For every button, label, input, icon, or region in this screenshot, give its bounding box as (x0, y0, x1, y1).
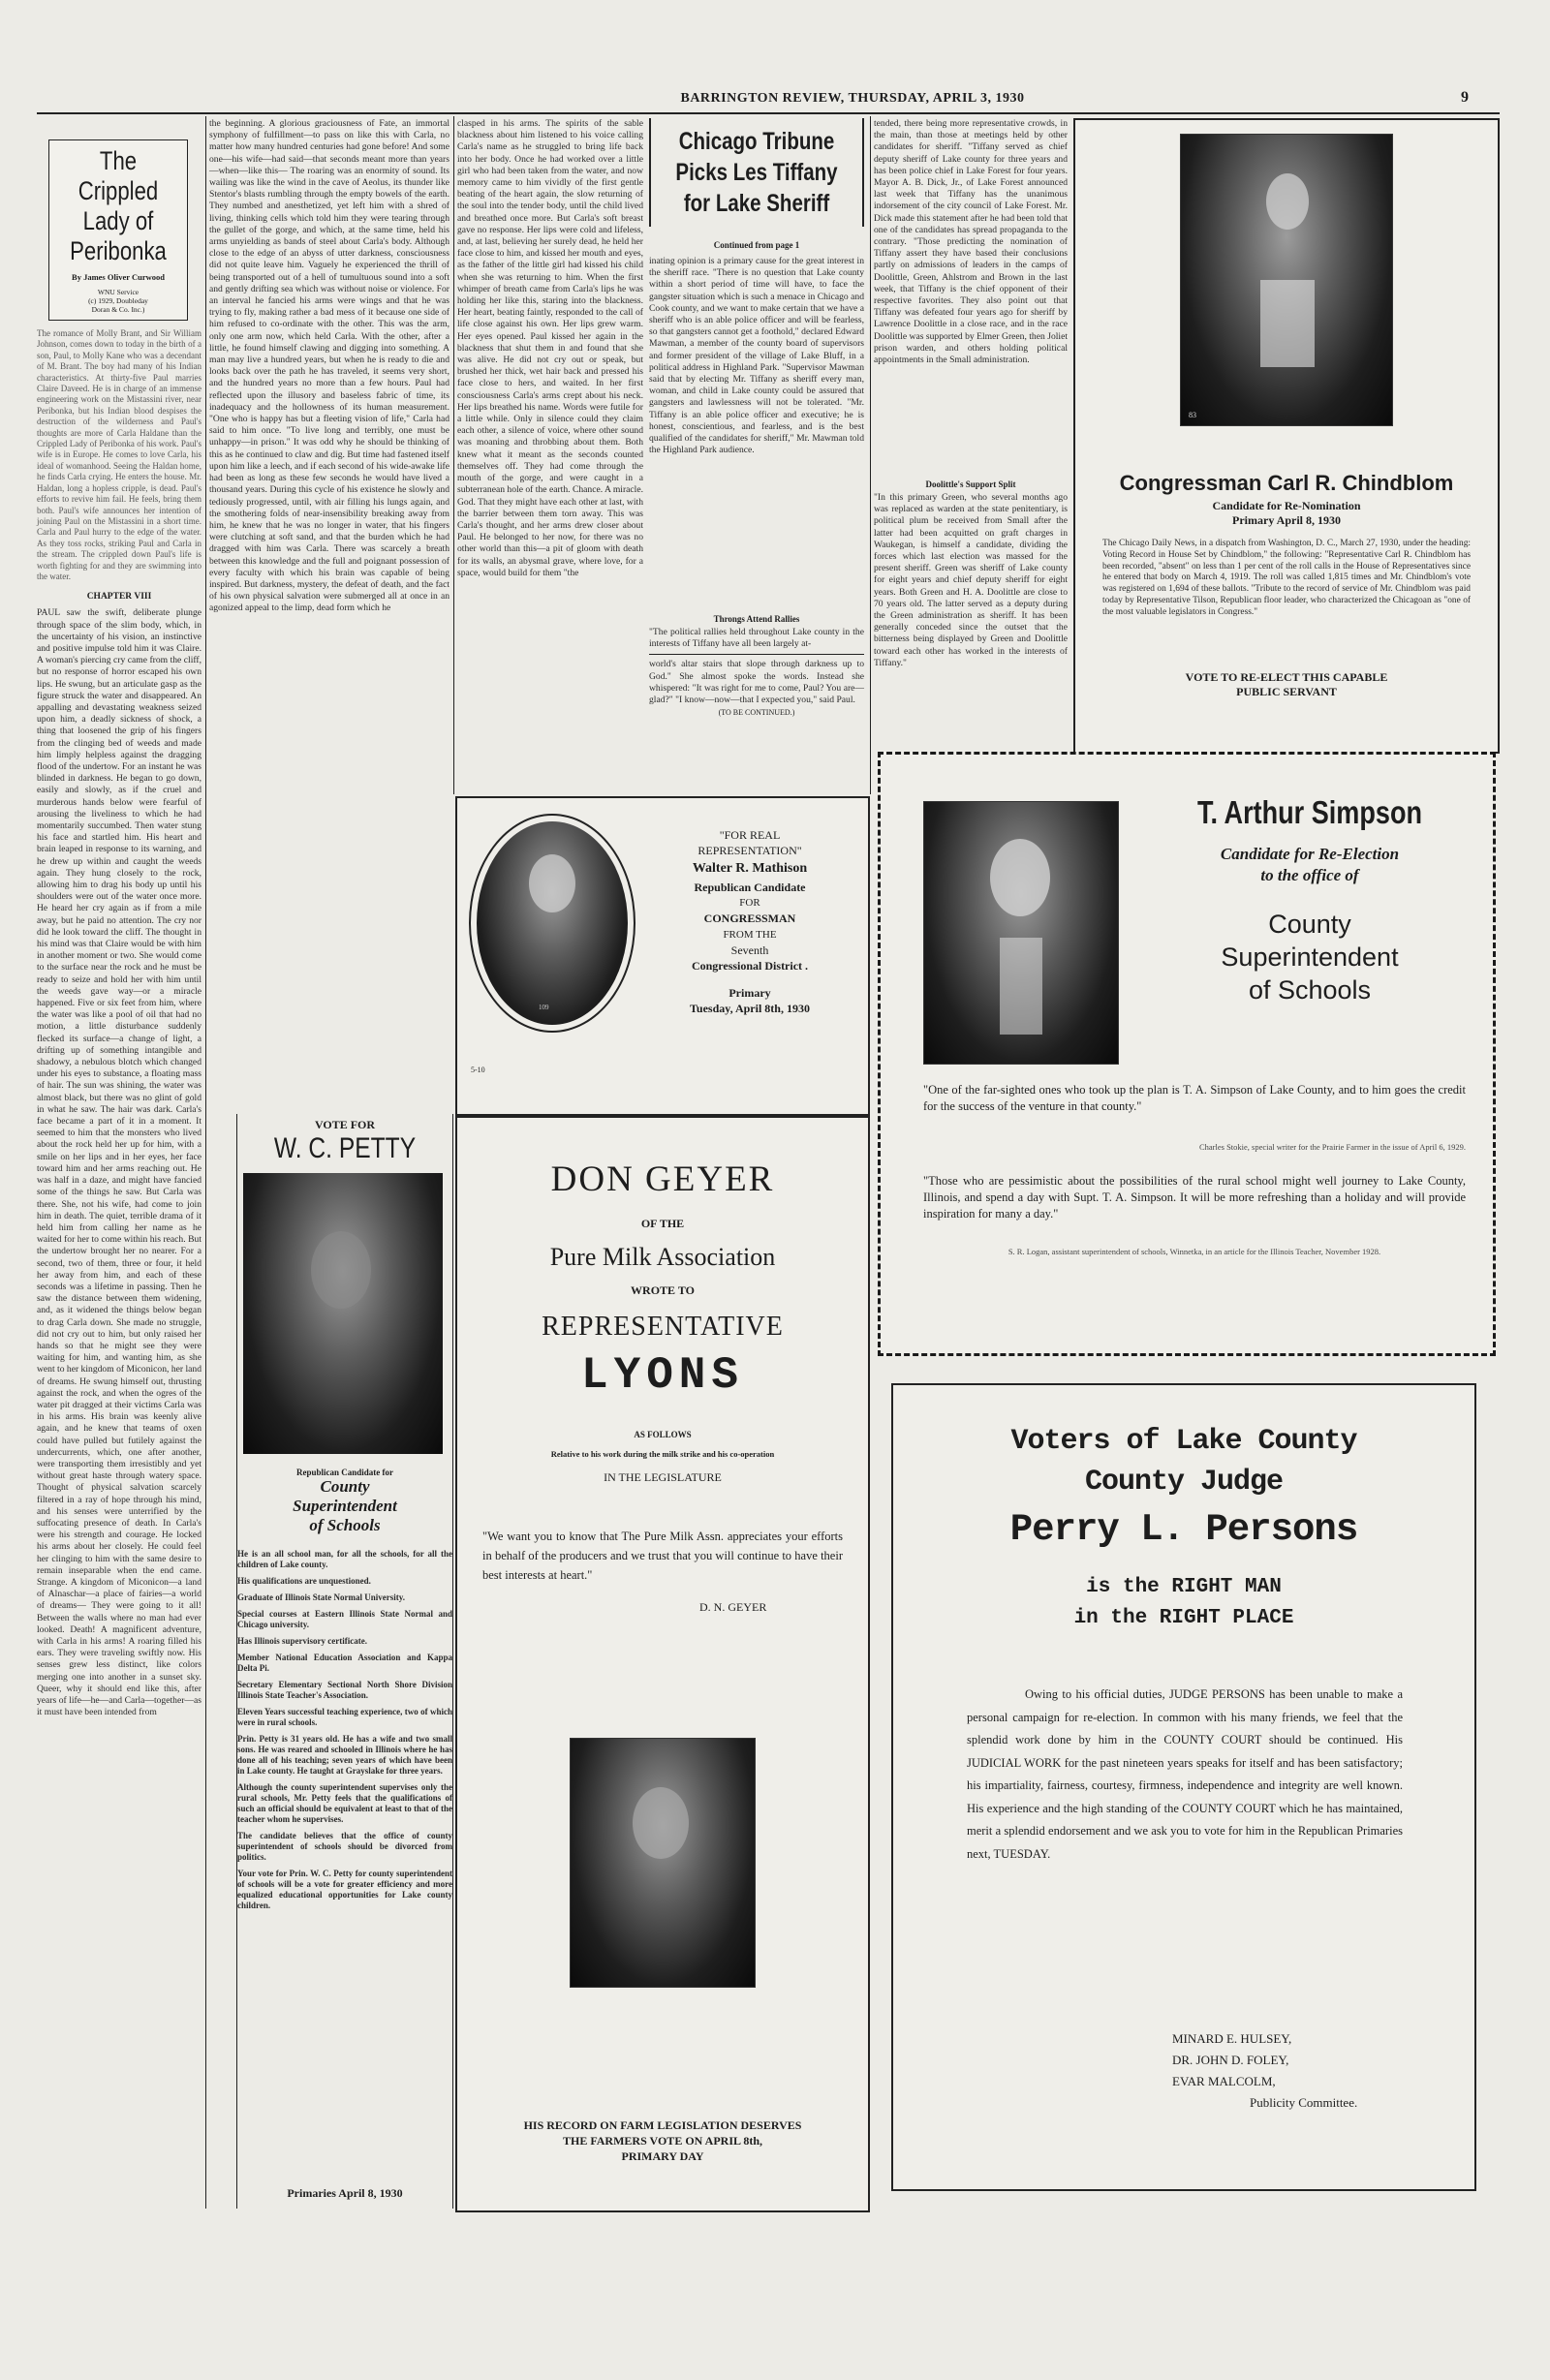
persons-heading (893, 1422, 1474, 1633)
petty-item-9: Prin. Petty is 31 years old. He has a wife and two small sons. He was reared and schooled in Illinois where he has done all of his teaching; seven years of which have been in Lake county. He taught at Grayslake for three years. (237, 1734, 452, 1776)
serial-byline: By James Oliver Curwood (72, 272, 165, 282)
tribune-text-2: "The political rallies held throughout Lake county in the interests of Tiffany have all been largely at- (649, 627, 864, 650)
mathison-line1: "FOR REAL (719, 828, 781, 842)
persons-text: Owing to his official duties, JUDGE PERSONS has been unable to make a personal campaign for re-election. In common with his many friends, we feel that the splendid work done by him in the COUNTY COURT should be continued. His JUDICIAL WORK for the past nineteen years speaks for itself and has been satisfactory; his impartiality, fairness, courtesy, firmness, independence and integrity are well known. His experience and the high standing of the COUNTY COURT which he has maintained, merit a splendid endorsement and we ask you to vote for him in the Republican Primaries next, TUESDAY. (967, 1687, 1403, 1861)
persons-line3: Perry L. Persons (1009, 1508, 1358, 1551)
persons-sig3: EVAR MALCOLM, (1172, 2074, 1276, 2088)
serial-col3-text: clasped in his arms. The spirits of the sable blackness about him listened to his voice calling Carla's name as he struggled to bring life back into her body. Once he had worked over a little girl who had been taken from the water, and now memory came to him vividly of the first gentle beating of the heart again, the slow returning of the soul into the tender body, until the child lived and breathed once more. But Carla's soft breast gave no response. Her lips were cold and lifeless, and, at last, believing her surely dead, he held her face close to him, and kissed her mouth and eyes, as the father of the little girl had kissed his child when she was returning to him. When the first whimper of breath came from Carla's lips he was holding her like this, staring into the blackness. Her heart, beating faintly, responded to the call of life close against his own. Her lips grew warm. Her eyes opened. Paul kissed her again in the blackness that shut them in and found that she was alive. He did not cry out or speak, but brushed her thick, wet hair back and pressed his face close to hers, and waited. In her first consciousness Carla's arms crept about his neck. Her lips breathed his name. Words were futile for a little while. Only in silence could they claim each other, a silence of voice, where other sound was moaning and throbbing about them. Both knew what it meant as the seconds counted themselves off. They had come through the mouth of the gorge, and were caught in a subterranean hole of the earth. Chance. A miracle. God. That they might have each other at last, with the barrier between them torn away. This was Carla's thought, and her arms drew closer about Paul. He belonged to her now, for there was no other world than this—a pit of gloom with death for its walls, an abysmal grave, where love, for a space, would build for them "the (457, 118, 643, 578)
chindblom-ad (1073, 118, 1500, 754)
serial-credit: WNU Service (c) 1929, Doubleday Doran & Co. Inc.) (88, 288, 148, 314)
chindblom-photo-tag: 83 (1189, 411, 1196, 419)
mathison-line10: Primary (728, 986, 771, 1000)
persons-signatures (1172, 2028, 1357, 2114)
geyer-signature: D. N. GEYER (699, 1600, 767, 1614)
petty-subtitle (237, 1468, 452, 1535)
mathison-line7: FROM THE (723, 929, 777, 941)
mathison-line4: Republican Candidate (694, 881, 806, 894)
mathison-photo (477, 821, 628, 1025)
mathison-ad (455, 796, 870, 1116)
petty-left-rule (236, 1114, 237, 2209)
geyer-of-the: OF THE (640, 1217, 685, 1230)
chindblom-photo-face (1266, 173, 1309, 230)
petty-right-rule (452, 1114, 453, 2209)
persons-line5: in the RIGHT PLACE (1073, 1607, 1294, 1629)
geyer-footer-line2: THE FARMERS VOTE ON APRIL 8th, (562, 2134, 762, 2148)
geyer-relative: Relative to his work during the milk strike and his co-operation (550, 1449, 775, 1459)
persons-sig1: MINARD E. HULSEY, (1172, 2031, 1292, 2046)
chindblom-vote (1075, 670, 1498, 699)
petty-item-1: He is an all school man, for all the schools, for all the children of Lake county. (237, 1549, 452, 1569)
geyer-as-follows: AS FOLLOWS (634, 1430, 692, 1439)
chindblom-vote-line1: VOTE TO RE-ELECT THIS CAPABLE (1185, 670, 1388, 684)
petty-item-7: Secretary Elementary Sectional North Shore Division Illinois State Teacher's Association. (237, 1680, 452, 1700)
serial-chapter-heading: CHAPTER VIII (86, 592, 152, 603)
petty-item-8: Eleven Years successful teaching experience, two of which were in rural schools. (237, 1707, 452, 1727)
simpson-office3: of Schools (1248, 975, 1372, 1005)
simpson-office2: Superintendent (1221, 943, 1399, 972)
simpson-ad (878, 752, 1496, 1356)
mathison-photo-tag: 109 (539, 1004, 549, 1011)
mathison-line6: CONGRESSMAN (703, 912, 796, 925)
petty-qualifications (237, 1549, 452, 1911)
chindblom-vote-line2: PUBLIC SERVANT (1236, 685, 1337, 698)
petty-footer: Primaries April 8, 1930 (287, 2186, 403, 2200)
simpson-photo-face (990, 839, 1050, 916)
mathison-line11: Tuesday, April 8th, 1930 (690, 1002, 810, 1015)
geyer-footer-line3: PRIMARY DAY (621, 2149, 704, 2163)
mathison-line9: Congressional District . (691, 959, 809, 973)
masthead: BARRINGTON REVIEW, THURSDAY, APRIL 3, 1930 (680, 91, 1025, 106)
chindblom-photo (1180, 134, 1393, 426)
serial-story-column (37, 118, 202, 2380)
tribune-headline-line1: Chicago Tribune (678, 128, 835, 155)
serial-title (67, 146, 170, 266)
tribune-continued: Continued from page 1 (713, 240, 800, 250)
mathison-line8: Seventh (730, 943, 769, 957)
geyer-name: DON GEYER (550, 1159, 775, 1199)
simpson-attr1: Charles Stokie, special writer for the Prairie Farmer in the issue of April 6, 1929. (1198, 1142, 1466, 1152)
chindblom-name: Congressman Carl R. Chindblom (1119, 471, 1454, 495)
petty-item-10: Although the county superintendent supervises only the rural schools, Mr. Petty feels that the qualifications of such an official should be equivalent at least to that of the teacher whom he supervises. (237, 1782, 452, 1824)
serial-col1-text: PAUL saw the swift, deliberate plunge through space of the slim body, which, in the uncertainty of his vision, an instinctive and positive impulse told him it was Claire. A woman's piercing cry came from the cliff, but no response of horror escaped his own lips. He swung, but an articulate gasp as the figure struck the water and disappeared. An appalling and devastating weakness seized upon him, a deadly sickness of shock, a thing that loosened the grip of his fingers from the clinging bed of weeds and made him limply helpless against the dragging flood of the undertow. For an instant he was blinded in darkness. He began to go down, easily and slowly, as if the cruel and murderous hands below were fearful of arousing the liveliness to which he had momentarily succumbed. Then water stung his face and startled him. His heart and brain leaped in response to its warning, and he drew up within and caught the weeds again. They hung closely to the rock, allowing him to drag his body up until his shoulders were out of the water once more. He heard her cry again as if from a mile away, but he paid no attention. The cry nor did he look toward the cliff. The thought in his mind was that Claire would be with him in another moment or two. She would come to the surface near the rock and he must be ready to seize and hold her with him until the weeds gave way—or a miracle happened. Five or six feet from him, where the water was like a pool of oil that had no motion, a little disturbance suddenly flecked its surface—a change of light, a drifting up of something intangible and shadowy, a nebulous blotch which changed under his eyes to substance, a floating mass of hair. The sun was shining, the water was almost black, but there was no glint of gold in what he saw. The hair was dark. Carla's face became a part of it in a moment. It seemed to him that the monsters who lived about the rock held her up for him, with a smile on her lips and in her eyes, her face toward him and her arms reaching out. He was half in a daze, and might have fancied some of the things he saw. But Carla was there. She, not his wife, had come to join him in death. The quiet, terrible drama of it held him from calling her name as he waited for her to come within his reach. But the undertow brought her no nearer. For a second, two of them, three or four, it held her away from him, and each of these seconds was a lifetime in passing. Then he saw the distance between them widening, and, as it widened the things below began to drag Carla down. She made no struggle, did not cry out to him, but only raised her hands so that he might see they were waiting for him, and wanting him, as she went to her kingdom of Miconicon, her land of dreams. He swung himself out, thrusting against the rock, and when the ogres of the water pit dragged at their victims Carla was in his arms. His brain was keenly alive again, and he knew that teams of oxen could have pulled but futilely against the undercurrents, which, one after another, were transporting them irresistibly and yet without great haste through watery space. Thought of physical salvation scarcely filtered in a ray of hope through his mind, and his senses were unterrified by the suffocating presence of death. In Carla's were his strength and courage. He locked his arms about her closely. He could feel her clinging to him with the same desire to remain inseparable when the end came. Strange. A kingdom of Miconicon—a land of Alnaschar—a place of fairies—a world of dreams— They were going to it all! Between the walls where no man had ever looked. Death! A magnificent adventure, with Carla in his arms! A roaring filled his ears. They were traveling swiftly now. His senses grew less distinct, like colors merging one into another in a sunset sky. Queer, why it should end like this, after years of life—he—and Carla—together—as it must have been intended from (37, 607, 202, 1718)
petty-photo (243, 1173, 443, 1454)
petty-sub4: of Schools (309, 1516, 381, 1534)
petty-item-11: The candidate believes that the office of county superintendent of schools should be divorced from politics. (237, 1831, 452, 1862)
simpson-name: T. Arthur Simpson (1196, 794, 1423, 830)
tribune-headline (675, 126, 839, 219)
tribune-divider (649, 654, 864, 655)
serial-title-line3: Peribonka (70, 236, 167, 265)
geyer-heading (457, 1159, 868, 1485)
mathison-photo-face (529, 854, 575, 912)
geyer-photo-face (633, 1787, 689, 1859)
geyer-org: Pure Milk Association (549, 1243, 776, 1271)
mathison-line5: FOR (739, 897, 760, 909)
chindblom-sub2: Primary April 8, 1930 (1232, 513, 1341, 527)
serial-title-box (48, 139, 188, 321)
geyer-representative: REPRESENTATIVE (542, 1312, 784, 1342)
simpson-heading (1131, 793, 1489, 1006)
petty-vote-for: VOTE FOR (314, 1118, 376, 1131)
page-number: 9 (1461, 89, 1469, 106)
tribune-col4 (874, 118, 1068, 783)
tribune-subhead-rallies: Throngs Attend Rallies (713, 614, 800, 624)
petty-photo-face (311, 1231, 371, 1309)
simpson-photo-shirt (1000, 938, 1042, 1035)
geyer-lyons: LYONS (580, 1350, 745, 1401)
serial-synopsis: The romance of Molly Brant, and Sir William Johnson, comes down to today in the birth of a son, Paul, to Molly Kane who was a decendant of M. Brant. The boy had many of his Indian characteristics. At thirty-five Paul marries Claire Daveed. He is in charge of an immense engineering work on the Mistassini river, near Peribonka, but his Indian blood despises the destruction of the wilderness and Paul's thoughts are more of Carla Haldane than the Crippled Lady of Peribonka of his work. Paul's wife is in Europe. He comes to love Carla, his ideal of womanhood. Seeing the Haldan home, he finds Carla crying. He enters the house. Mr. Haldan, long a hopless cripple, is dead. Paul's efforts to revive him fail. He feels, bring them both. Paul's wife announces her intention of joining Paul on the Mistassini in a short time. Carla and Paul hurry to the edge of the water. As they toss rocks, striking Paul and Carla in the stream. The crippled down Paul's life is worth fighting for and they are swimming into the water. (37, 328, 202, 581)
petty-sub2: County (320, 1477, 370, 1496)
geyer-footer-line1: HIS RECORD ON FARM LEGISLATION DESERVES (523, 2118, 802, 2132)
petty-item-2: His qualifications are unquestioned. (237, 1576, 371, 1586)
petty-item-6: Member National Education Association and Kappa Delta Pi. (237, 1653, 452, 1673)
simpson-sub2: to the office of (1260, 866, 1359, 884)
mathison-name: Walter R. Mathison (692, 861, 808, 876)
petty-name: W. C. PETTY (273, 1132, 417, 1164)
petty-sub1: Republican Candidate for (295, 1468, 393, 1477)
simpson-quote1: "One of the far-sighted ones who took up the plan is T. A. Simpson of Lake County, and to him goes the credit for the success of the venture in that county." (923, 1083, 1466, 1113)
petty-item-12: Your vote for Prin. W. C. Petty for county superintendent of schools will be a vote for greater efficiency and more equalized educational opportunities for Lake county children. (237, 1869, 452, 1910)
persons-line4: is the RIGHT MAN (1086, 1576, 1282, 1598)
serial-to-be-continued: (TO BE CONTINUED.) (718, 708, 795, 718)
geyer-wrote: WROTE TO (631, 1283, 695, 1297)
simpson-photo (923, 801, 1119, 1065)
mathison-photo-frame (469, 814, 636, 1033)
petty-ad (237, 1114, 452, 2209)
tribune-text-1: inating opinion is a primary cause for the great interest in the sheriff race. "There is no question that Lake county within a short period of time will have, to face the gangster situation which is such a menace in Chicago and Cook county, and we want to make certain that we have a sheriff who is an able police officer and will be fearless, so that gangsters cannot get a foothold," declared Edward Mawman, a member of the county board of supervisors and former president of the village of Lake Bluff, in a political address in Highland Park. "Supervisor Mawman said that by electing Mr. Tiffany as sheriff every man, woman, and child in Lake county could be assured that gangsters and lawlessness will not be tolerated. "Mr. Tiffany is an able police officer and executive; he is honest, conscientious, and fearless, and is the best qualified of the candidates for sheriff," Mr. Mawman told the Highland Park audience. (649, 256, 864, 456)
persons-sig2: DR. JOHN D. FOLEY, (1172, 2053, 1289, 2067)
persons-line1: Voters of Lake County (1010, 1425, 1357, 1458)
chindblom-heading (1075, 471, 1498, 528)
simpson-office1: County (1268, 910, 1351, 939)
mathison-text (637, 827, 862, 1016)
column-rule-1 (205, 116, 206, 2209)
persons-ad (891, 1383, 1476, 2191)
chindblom-photo-shirt (1260, 280, 1315, 367)
serial-title-line2: Lady of (82, 206, 154, 235)
chindblom-text: The Chicago Daily News, in a dispatch from Washington, D. C., March 27, 1930, under the heading: Voting Record in House Set by Chindblom," the following: "Representative Carl R. Chindblom has been recorded, "absent" on less than 1 per cent of the roll calls in the House of Representatives since he entered that body on March 4, 1919. The roll was called 1,815 times and Mr. Chindblom's vote was registered on 1,694 of these ballots. "Tribute to the record of service of Mr. Chindblom was paid today by Representative Tilson, Republican floor leader, who characterized the Chicagoan as "one of the most valuable legislators in Congress." (1102, 539, 1471, 617)
column-rule-3 (870, 116, 871, 794)
petty-item-5: Has Illinois supervisory certificate. (237, 1636, 367, 1646)
tribune-col4-bottom: "In this primary Green, who several months ago was replaced as warden at the state penitentiary, is political plum be received from Small after the latter had been acquitted on graft charges in Waukegan, is himself a candidate, dividing the forces which last election was massed for the present sheriff. Green was sheriff of Lake county for eight years and chief deputy sheriff for eight years. Both Green and H. A. Doolittle are close to 70 years old. The latter served as a deputy during the Green administration as sheriff. It has been generally conceded since the outset that the bitterness being displayed by Green and Doolittle toward each other has worked in the interests of Tiffany." (874, 492, 1068, 668)
petty-item-4: Special courses at Eastern Illinois State Normal and Chicago university. (237, 1609, 452, 1629)
geyer-ad (455, 1116, 870, 2212)
tribune-subhead-doolittle: Doolittle's Support Split (925, 479, 1016, 489)
persons-line2: County Judge (1084, 1466, 1284, 1499)
masthead-rule (37, 112, 1500, 114)
serial-col2-text: the beginning. A glorious graciousness of Fate, an immortal symphony of fulfillment—to pass on like this with Carla, no matter how many hundred centuries had gone before! And some one—his wife—had said—that seconds meant more than years—when—like this— The roaring was an enormity of sound. Its wailing was like the wind in the cave of Aeolus, its thunder like Stentor's blasts rumbling through the empty bowels of the earth. They numbed and anesthetized, yet left him with a shred of living, thinking cells which told him they were tearing through the gullet of the gorge, and which, at the same time, held his arms unyielding as bands of steel about Carla's body. Although close to the edge of an abyss of utter darkness, consciousness did not quite leave him. Vaguely he experienced the thrill of being transported out of a hell of tumultuous sound into a soft and gently drifting sea which was without noise or violence. For an interval he fancied his arms were wings and that he was trying to fly, making rather a bad mess of it because one side of him refused to co-ordinate with the other. This was the arm, only one arm now, which held Carla. With the other, after a little, he found himself clawing and digging into something. A man may live a hundred years, but when he is ready to die and looks back over the path he has traveled, it seems very short, and the hundred years no more than a few hours. Paul had reflected upon the illusory and baseless fabric of time, its inadequacy and the hollowness of its human measurement. "One who is happy has but a fleeting vision of life," Carla had said to him once. "To live long and terribly, one must be unhappy—in prison." It was odd why he should be thinking of this as he continued to claw and dig. But time had fastened itself upon him like a leech, and if each second of his wide-awake life had been as long as these few seconds he would have lived a thousand years. During this cycle of his existence he slowly and tediously progressed, until, with air filling his lungs again, and the smothering folds of near-insensibility breaking away from him, he knew that he was no longer in water, that his fingers were clutching at soft sand, and that the burden which he had dragged with him was Carla. There was scarcely a breath between this knowledge and the full and poignant possession of every faculty with which his brain was capable of being inspired. But darkness, mystery, the defeat of death, and the fact of his own physical salvation were submerged all at once in an agonized appeal to the limp, dead form which he (209, 118, 450, 614)
column-rule-2 (453, 116, 454, 794)
chindblom-sub1: Candidate for Re-Nomination (1212, 499, 1361, 512)
tribune-article (649, 118, 864, 717)
petty-item-3: Graduate of Illinois State Normal University. (237, 1592, 405, 1602)
persons-sig4: Publicity Committee. (1250, 2095, 1358, 2110)
geyer-photo (570, 1738, 756, 1988)
serial-ending: world's altar stairs that slope through darkness up to God." She almost spoke the words. Instead she whispered: "It was right for me to come, Paul? You are—glad?" "I know—now—that I expected you," said Paul. (649, 659, 864, 706)
geyer-footer (457, 2117, 868, 2164)
mathison-line2: REPRESENTATION" (698, 844, 802, 857)
tribune-headline-box (649, 118, 864, 227)
geyer-legislature: IN THE LEGISLATURE (604, 1470, 722, 1484)
simpson-quote2: "Those who are pessimistic about the possibilities of the rural school might well journey to Lake County, Illinois, and spend a day with Supt. T. A. Simpson. It will be more refreshing than a holiday and will provide inspiration for many a day." (923, 1174, 1466, 1221)
simpson-attr2: S. R. Logan, assistant superintendent of schools, Winnetka, in an article for the Illinois Teacher, November 1928. (1008, 1247, 1381, 1256)
mathison-code: 5-10 (471, 1066, 485, 1074)
tribune-headline-line2: Picks Les Tiffany (675, 159, 838, 186)
serial-title-line1: The Crippled (78, 146, 159, 205)
tribune-col4-top: tended, there being more representative crowds, in the main, than those at meetings held by other candidates for sheriff. "Tiffany served as chief deputy sheriff of Lake county for three years and has been police chief in Lake Forest for four years. Mayor A. B. Dick, Jr., of Lake Forest announced last week that Tiffany has the unanimous indorsement of the city council of Lake Forest. Mr. Dick made this statement after he had been told that one of the candidates has spread propaganda to the contrary. "Those predicting the nomination of Tiffany assert they have based their conclusions partly on admissions of leaders in the camps of Doolittle, Green, Ahlstrom and Brown in the last week, that Tiffany is the chief opponent of their respective favorites. They also point out that Tiffany was defeated four years ago for sheriff by Lawrence Doolittle in a close race, and in the race Doolittle was supported by Elmer Green, then Joliet prison warden, and others holding political appointments in the Small administration. (874, 118, 1068, 366)
tribune-headline-line3: for Lake Sheriff (683, 190, 830, 217)
geyer-quote: "We want you to know that The Pure Milk Assn. appreciates your efforts in behalf of the producers and we trust that you will continue to have their best interests at heart." (482, 1530, 843, 1582)
petty-sub3: Superintendent (293, 1497, 397, 1515)
simpson-sub1: Candidate for Re-Election (1220, 845, 1400, 863)
